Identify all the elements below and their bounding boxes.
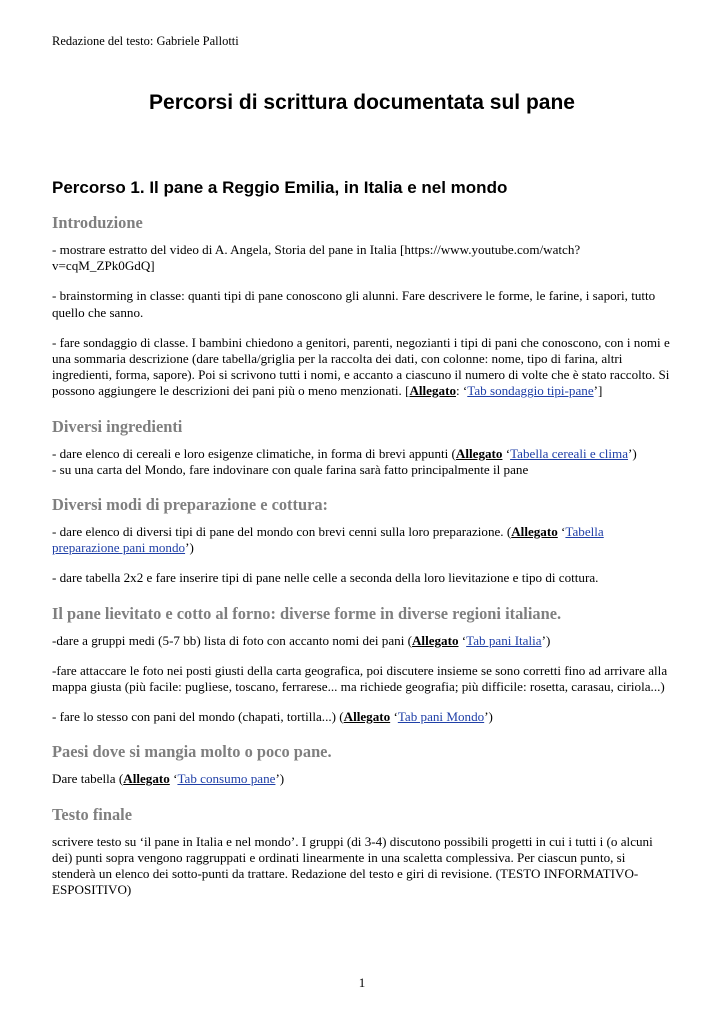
heading-testo-finale: Testo finale [52, 804, 132, 824]
link-tab-consumo[interactable]: Tab consumo pane [177, 771, 276, 787]
allegato-label: Allegato [511, 524, 558, 540]
page-number: 1 [358, 975, 366, 990]
paragraph: - su una carta del Mondo, fare indovinare con quale farina sarà fatto principalmente il pane [52, 461, 529, 477]
link-tabella-cereali[interactable]: Tabella cereali e clima [510, 445, 629, 461]
paragraph-text: - dare elenco di cereali e loro esigenze climatiche, in forma di brevi appunti ( [52, 445, 456, 461]
allegato-label: Allegato [343, 709, 391, 725]
document-body [52, 213, 672, 898]
paragraph: - brainstorming in classe: quanti tipi di pane conoscono gli alunni. Fare descrivere le forme, le farine, i sapori, tutto quello che sanno. [52, 288, 656, 320]
paragraph-text: -dare a gruppi medi (5-7 bb) lista di foto con accanto nomi dei pani ( [52, 632, 412, 648]
link-tabella-preparazione[interactable]: Tabella preparazione pani mondo [52, 524, 604, 556]
allegato-label: Allegato [123, 771, 170, 787]
heading-introduzione: Introduzione [52, 213, 143, 232]
section-subtitle: Percorso 1. Il pane a Reggio Emilia, in Italia e nel mondo [52, 178, 508, 197]
paragraph-text: - fare sondaggio di classe. I bambini chiedono a genitori, parenti, negozianti i tipi di pani che conoscono, con i nomi e una sommaria descrizione (dare tabella/griglia per la raccolta dei dati, con colonne: nome, tipo di farina, altri ingredienti, forma, sapore). Poi si scrivono tutti i nomi, e accanto a ciascuno il numero di volte che è stato raccolto. Si possono aggiungere le descrizioni dei pani più o meno menzionati. [ [52, 334, 670, 399]
link-tab-pani-italia[interactable]: Tab pani Italia [466, 632, 542, 648]
paragraph: - dare tabella 2x2 e fare inserire tipi di pane nelle celle a seconda della loro lievitazione e tipo di cottura. [52, 570, 599, 586]
page-title: Percorsi di scrittura documentata sul pane [149, 91, 575, 114]
link-tab-sondaggio[interactable]: Tab sondaggio tipi-pane [467, 383, 594, 399]
paragraph: - mostrare estratto del video di A. Angela, Storia del pane in Italia [https://www.youtube.com/watch?v=cqM_ZPk0GdQ] [52, 242, 581, 274]
paragraph: -fare attaccare le foto nei posti giusti della carta geografica, poi discutere insieme se sono corretti fino ad arrivare alla mappa giusta (più facile: pugliese, toscano, ferrarese... ma richiede geografia; più difficile: rosetta, carasau, ciriola...) [52, 662, 668, 695]
paragraph: - dare elenco di diversi tipi di pane del mondo con brevi cenni sulla loro preparazione. (Allegato ‘Tabella preparazione pani mondo’) [52, 524, 604, 556]
paragraph-text: - dare elenco di diversi tipi di pane del mondo con brevi cenni sulla loro preparazione. ( [52, 524, 512, 540]
heading-preparazione: Diversi modi di preparazione e cottura: [52, 495, 329, 515]
allegato-label: Allegato [411, 632, 459, 648]
paragraph: Dare tabella (Allegato ‘Tab consumo pane’) [52, 771, 285, 787]
paragraph: -dare a gruppi medi (5-7 bb) lista di foto con accanto nomi dei pani (Allegato ‘Tab pani Italia’) [52, 632, 551, 648]
paragraph: - fare lo stesso con pani del mondo (chapati, tortilla...) (Allegato ‘Tab pani Mondo’) [52, 709, 493, 725]
heading-paesi: Paesi dove si mangia molto o poco pane. [52, 742, 332, 762]
paragraph: - fare sondaggio di classe. I bambini chiedono a genitori, parenti, negozianti i tipi di pani che conoscono, con i nomi e una sommaria descrizione (dare tabella/griglia per la raccolta dei dati, con colonne: nome, tipo di farina, altri ingredienti, forma, sapore). Poi si scrivono tutti i nomi, e accanto a ciascuno il numero di volte che è stato raccolto. Si possono aggiungere le descrizioni dei pani più o meno menzionati. [Allegato: ‘Tab sondaggio tipi-pane’] [52, 334, 670, 399]
heading-ingredienti: Diversi ingredienti [52, 416, 183, 436]
allegato-label: Allegato [409, 383, 456, 399]
heading-pane-lievitato: Il pane lievitato e cotto al forno: diverse forme in diverse regioni italiane. [52, 603, 562, 623]
paragraph: scrivere testo su ‘il pane in Italia e nel mondo’. I gruppi (di 3-4) discutono possibili progetti in cui i tutti i (o alcuni dei) punti sopra vengono raggruppati e ordinati linearmente in una scaletta complessiva. Per ciascun punto, si stenderà un elenco dei sotto-punti da trattare. Redazione del testo e giri di revisione. (TESTO INFORMATIVO-ESPOSITIVO) [52, 833, 653, 898]
paragraph: - dare elenco di cereali e loro esigenze climatiche, in forma di brevi appunti (Allegato ‘Tabella cereali e clima’) [52, 445, 637, 461]
paragraph-text: Dare tabella ( [52, 771, 124, 787]
link-tab-pani-mondo[interactable]: Tab pani Mondo [397, 709, 485, 725]
paragraph-text: - fare lo stesso con pani del mondo (chapati, tortilla...) ( [52, 709, 344, 725]
allegato-label: Allegato [455, 445, 503, 461]
document-header: Redazione del testo: Gabriele Pallotti [52, 34, 239, 48]
